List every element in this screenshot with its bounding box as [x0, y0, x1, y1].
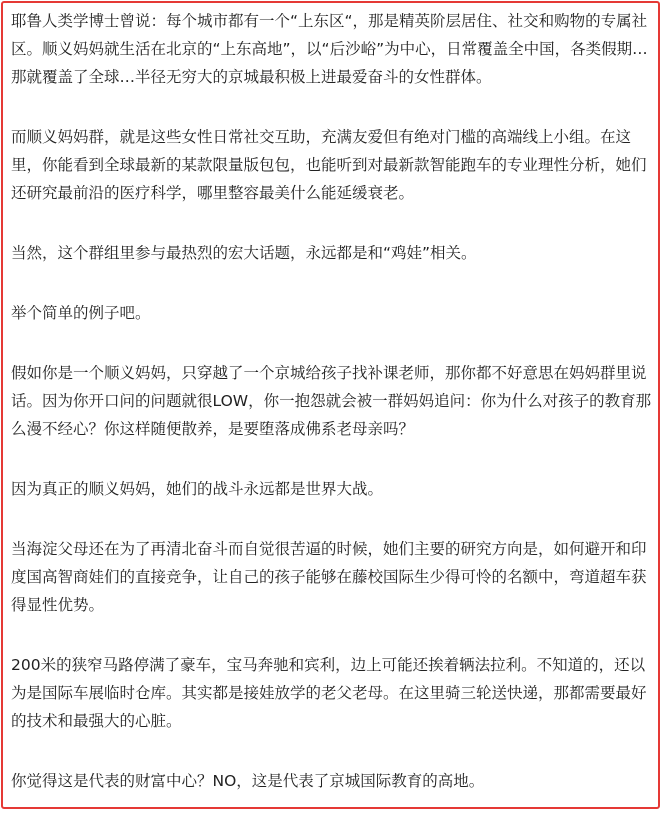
article-body	[11, 7, 657, 795]
paragraph-education-highland: 你觉得这是代表的财富中心？NO，这是代表了京城国际教育的高地。	[11, 772, 485, 790]
paragraph-world-war: 因为真正的顺义妈妈，她们的战斗永远都是世界大战。	[11, 480, 384, 498]
paragraph-hypothetical: 假如你是一个顺义妈妈，只穿越了一个京城给孩子找补课老师，那你都不好意思在妈妈群里说话。因为你开口问的问题就很LOW，你一抱怨就会被一群妈妈追问：你为什么对孩子的教育那么漫不经心？你这样随便散养，是要堕落成佛系老母亲吗？	[11, 364, 652, 438]
highlight-frame	[1, 1, 660, 809]
paragraph-mom-group: 而顺义妈妈群，就是这些女性日常社交互助，充满友爱但有绝对门槛的高端线上小组。在这里，你能看到全球最新的某款限量版包包，也能听到对最新款智能跑车的专业理性分析，她们还研究最前沿的医疗科学，哪里整容最美什么能延缓衰老。	[11, 128, 647, 202]
paragraph-haidian: 当海淀父母还在为了再清北奋斗而自觉很苦逼的时候，她们主要的研究方向是，如何避开和印度国高智商娃们的直接竞争，让自己的孩子能够在藤校国际生少得可怜的名额中，弯道超车获得显性优势。	[11, 540, 647, 614]
paragraph-jiwa-topic: 当然，这个群组里参与最热烈的宏大话题，永远都是和“鸡娃”相关。	[11, 244, 477, 262]
paragraph-luxury-cars: 200米的狭窄马路停满了豪车，宝马奔驰和宾利，边上可能还挨着辆法拉利。不知道的，还以为是国际车展临时仓库。其实都是接娃放学的老父老母。在这里骑三轮送快递，那都需要最好的技术和最强大的心脏。	[11, 656, 647, 730]
paragraph-example: 举个简单的例子吧。	[11, 304, 151, 322]
paragraph-intro: 耶鲁人类学博士曾说：每个城市都有一个“上东区“，那是精英阶层居住、社交和购物的专属社区。顺义妈妈就生活在北京的“上东高地”，以“后沙峪”为中心，日常覆盖全中国，各类假期…那就覆盖了全球…半径无穷大的京城最积极上进最爱奋斗的女性群体。	[11, 12, 648, 86]
